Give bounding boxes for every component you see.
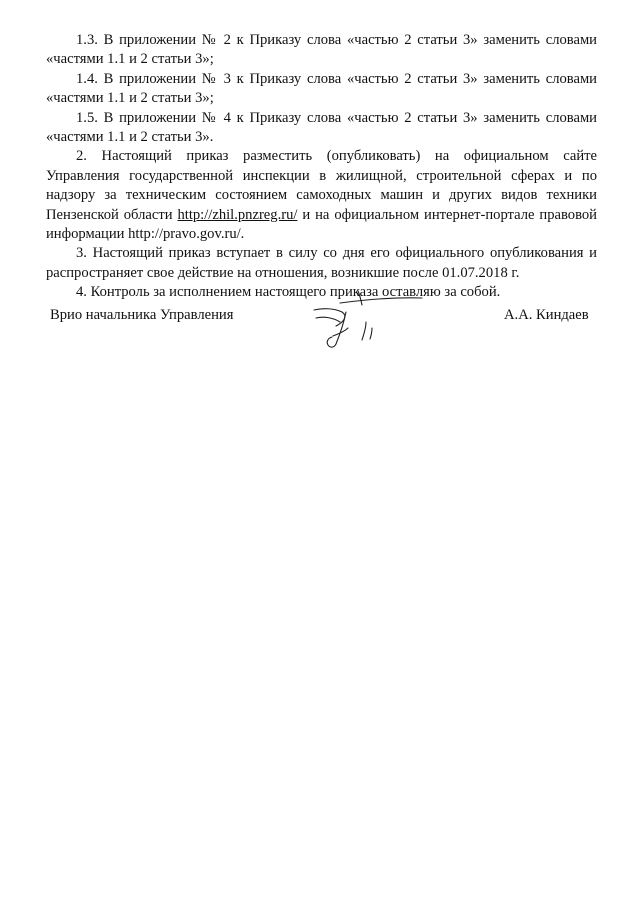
document-body [46, 31, 597, 303]
paragraph-1-5: 1.5. В приложении № 4 к Приказу слова «частью 2 статьи 3» заменить словами «частями 1.1 и 2 статьи 3». [46, 109, 597, 146]
paragraph-2-text: 2. Настоящий приказ разместить (опубликовать) на официальном сайте Управления государственной инспекции в жилищной, строительной сферах и по надзору за техническим состоянием самоходных машин и других видов техники Пензенской области [46, 148, 597, 223]
paragraph-2-text-end: и на официальном интернет-портале правовой информации http://pravo.gov.ru/. [46, 206, 597, 243]
paragraph-2 [46, 147, 597, 244]
paragraph-3: 3. Настоящий приказ вступает в силу со дня его официального опубликования и распространяет свое действие на отношения, возникшие после 01.07.2018 г. [46, 245, 597, 281]
paragraph-1-4: 1.4. В приложении № 3 к Приказу слова «частью 2 статьи 3» заменить словами «частями 1.1 и 2 статьи 3»; [46, 70, 597, 107]
signatory-name: А.А. Киндаев [504, 307, 589, 323]
paragraph-4: 4. Контроль за исполнением настоящего приказа оставляю за собой. [76, 284, 501, 301]
handwritten-signature [300, 288, 430, 360]
signatory-title: Врио начальника Управления [50, 307, 234, 323]
paragraph-1-3: 1.3. В приложении № 2 к Приказу слова «частью 2 статьи 3» заменить словами «частями 1.1 и 2 статьи 3»; [46, 32, 597, 68]
zhil-website-link[interactable]: http://zhil.pnzreg.ru/ [177, 206, 298, 223]
